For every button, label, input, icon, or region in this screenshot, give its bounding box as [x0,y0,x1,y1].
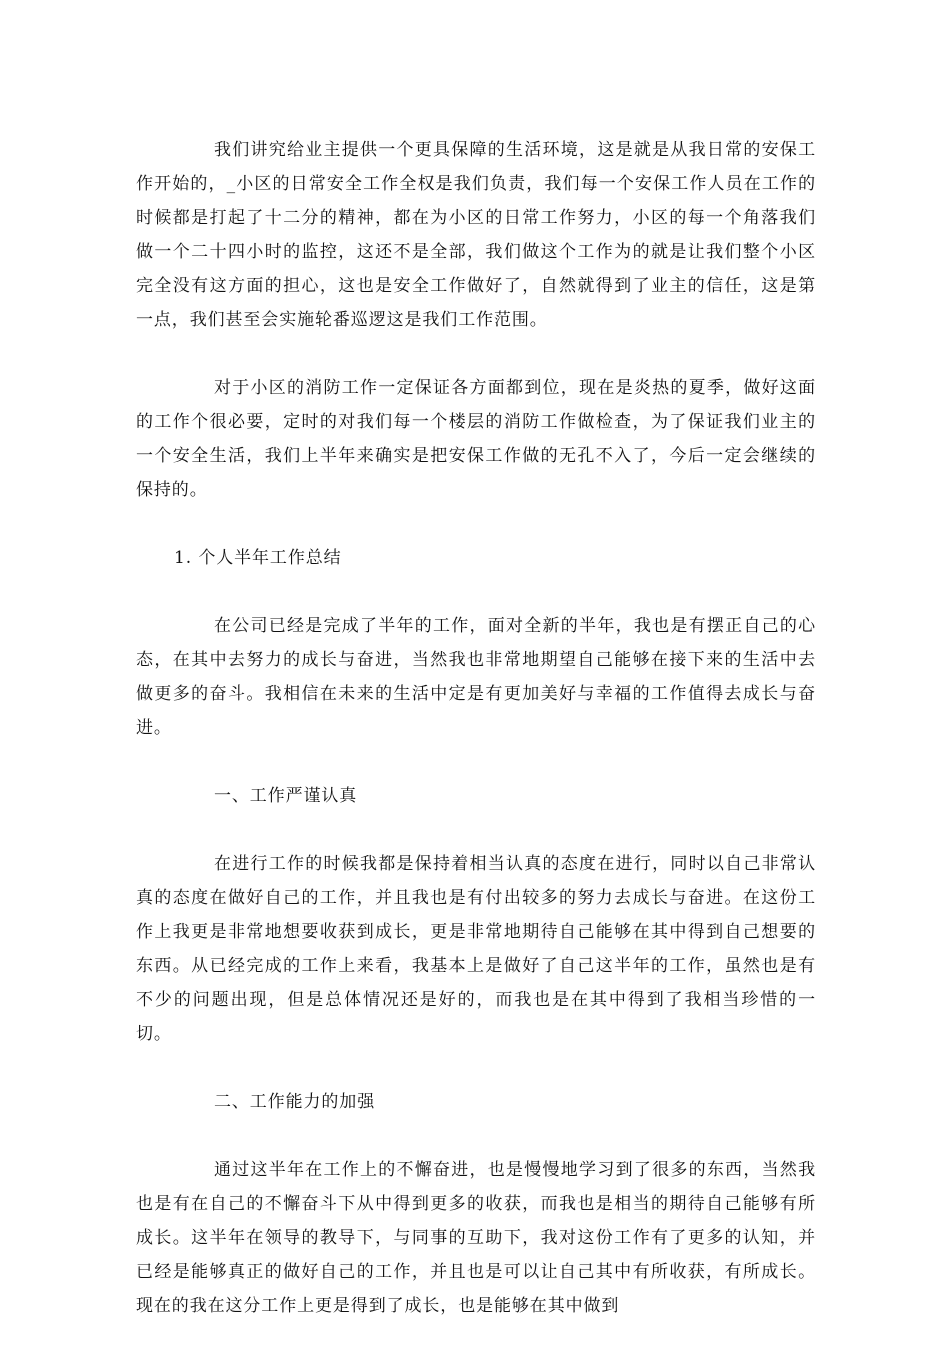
paragraph-half-year-intro: 在公司已经是完成了半年的工作，面对全新的半年，我也是有摆正自己的心态，在其中去努力的成长与奋进，当然我也非常地期望自己能够在接下来的生活中去做更多的奋斗。我相信在未来的生活中定是有更加美好与幸福的工作值得去成长与奋进。 [136,616,816,738]
paragraph-fire-safety: 对于小区的消防工作一定保证各方面都到位，现在是炎热的夏季，做好这面的工作个很必要，定时的对我们每一个楼层的消防工作做检查，为了保证我们业主的一个安全生活，我们上半年来确实是把安保工作做的无孔不入了，今后一定会继续的保持的。 [136,378,816,500]
document-body [136,133,816,1357]
paragraph-security-environment: 我们讲究给业主提供一个更具保障的生活环境，这是就是从我日常的安保工作开始的，_小区的日常安全工作全权是我们负责，我们每一个安保工作人员在工作的时候都是打起了十二分的精神，都在为小区的日常工作努力，小区的每一个角落我们做一个二十四小时的监控，这还不是全部，我们做这个工作为的就是让我们整个小区完全没有这方面的担心，这也是安全工作做好了，自然就得到了业主的信任，这是第一点，我们甚至会实施轮番巡逻这是我们工作范围。 [136,140,816,330]
paragraph-ability-improvement: 通过这半年在工作上的不懈奋进，也是慢慢地学习到了很多的东西，当然我也是有在自己的不懈奋斗下从中得到更多的收获，而我也是相当的期待自己能够有所成长。这半年在领导的教导下，与同事的互助下，我对这份工作有了更多的认知，并已经是能够真正的做好自己的工作，并且也是可以让自己其中有所收获，有所成长。现在的我在这分工作上更是得到了成长，也是能够在其中做到 [136,1160,816,1316]
subheading-ability-improvement: 二、工作能力的加强 [214,1092,376,1112]
subheading-work-rigor: 一、工作严谨认真 [214,786,358,806]
section-heading-half-year-summary: 1. 个人半年工作总结 [174,548,342,568]
paragraph-work-rigor: 在进行工作的时候我都是保持着相当认真的态度在进行，同时以自己非常认真的态度在做好自己的工作，并且我也是有付出较多的努力去成长与奋进。在这份工作上我更是非常地想要收获到成长，更是非常地期待自己能够在其中得到自己想要的东西。从已经完成的工作上来看，我基本上是做好了自己这半年的工作，虽然也是有不少的问题出现，但是总体情况还是好的，而我也是在其中得到了我相当珍惜的一切。 [136,854,816,1044]
